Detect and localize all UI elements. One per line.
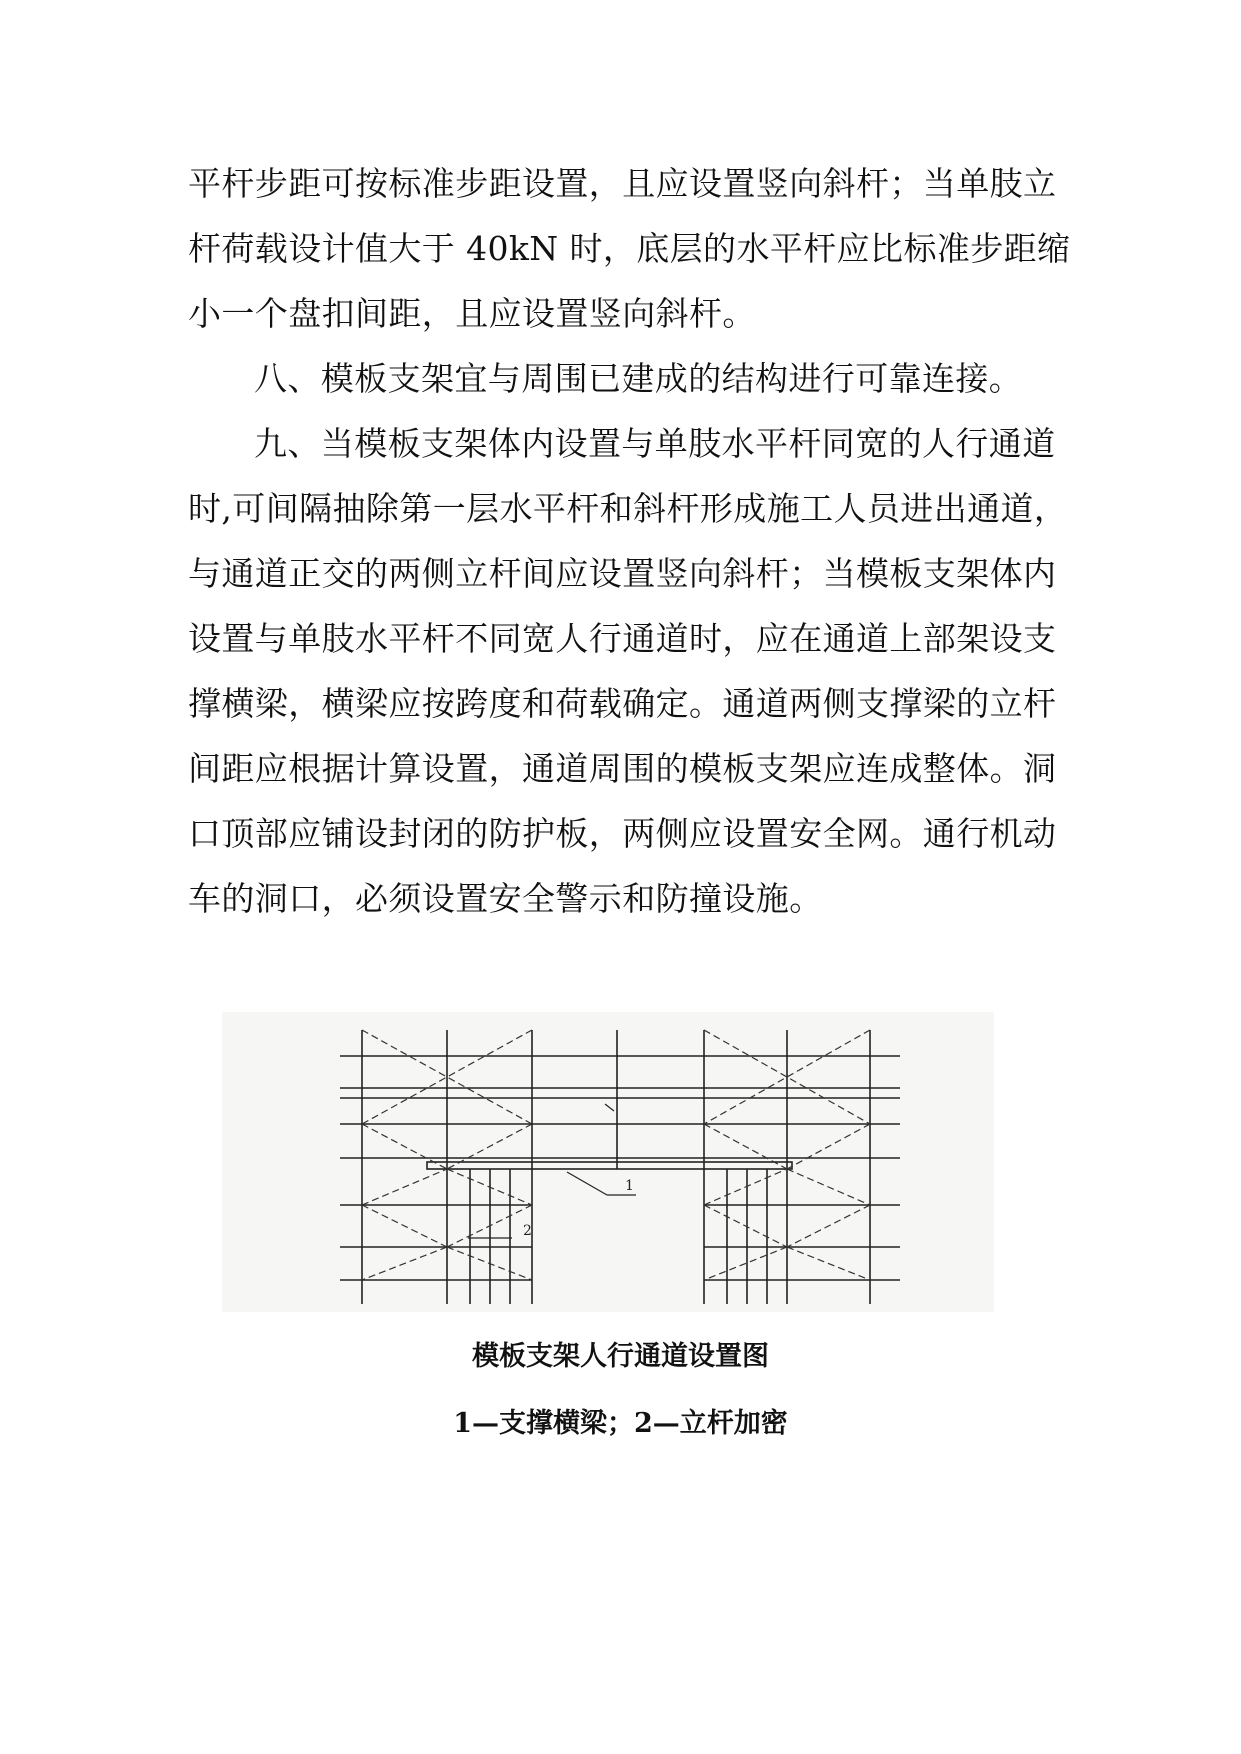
text-line: 口顶部应铺设封闭的防护板，两侧应设置安全网。通行机动 [188, 814, 1057, 853]
scaffold-diagram [222, 1012, 994, 1312]
text-line: 小一个盘扣间距，且应设置竖向斜杆。 [188, 294, 756, 333]
text-line: 与通道正交的两侧立杆间应设置竖向斜杆；当模板支架体内 [188, 554, 1057, 593]
text-line: 设置与单肢水平杆不同宽人行通道时，应在通道上部架设支 [188, 619, 1057, 658]
diagonal-braces [362, 1030, 870, 1280]
text-line: 撑横梁，横梁应按跨度和荷载确定。通道两侧支撑梁的立杆 [188, 684, 1057, 723]
text-line: 杆荷载设计值大于 40kN 时，底层的水平杆应比标准步距缩 [188, 229, 1071, 268]
text-line: 间距应根据计算设置，通道周围的模板支架应连成整体。洞 [188, 749, 1057, 788]
text-line: 平杆步距可按标准步距设置，且应设置竖向斜杆；当单肢立 [188, 164, 1057, 203]
label-1: 1 [625, 1178, 634, 1194]
figure-title: 模板支架人行通道设置图 [472, 1341, 769, 1372]
text-line: 车的洞口，必须设置安全警示和防撞设施。 [188, 879, 823, 918]
label-2: 2 [523, 1223, 532, 1239]
text-line: 时,可间隔抽除第一层水平杆和斜杆形成施工人员进出通道， [188, 489, 1068, 528]
scaffold-passage-figure [222, 1012, 994, 1312]
figure-legend: 1—支撑横梁；2—立杆加密 [453, 1408, 788, 1439]
text-line: 九、当模板支架体内设置与单肢水平杆同宽的人行通道 [254, 424, 1056, 463]
text-line: 八、模板支架宜与周围已建成的结构进行可靠连接。 [254, 359, 1023, 398]
scaffold-frame [340, 1030, 900, 1304]
